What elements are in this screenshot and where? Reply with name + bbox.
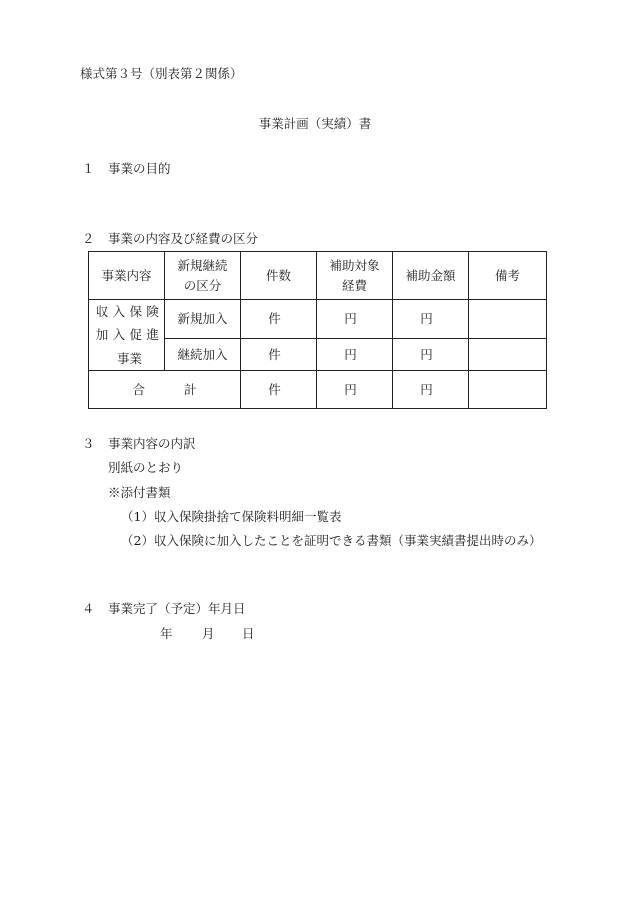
attachments-label: ※添付書類 (108, 485, 171, 500)
row-type-renewal: 継続加入 (165, 339, 241, 371)
total-label: 合計 (132, 381, 197, 397)
section-3-heading (82, 438, 196, 451)
header-grant-amount: 補助金額 (393, 252, 469, 300)
remarks-cell (469, 300, 547, 339)
table-total-row (89, 371, 547, 409)
section-3-number: ３ (82, 436, 95, 451)
count-cell: 件 (241, 300, 317, 339)
total-label-cell (89, 371, 241, 409)
see-attachment-text: 別紙のとおり (108, 460, 184, 475)
table-row (89, 300, 547, 339)
total-cost-cell: 円 (317, 371, 393, 409)
completion-date (160, 628, 255, 641)
section-4-title: 事業完了（予定）年月日 (108, 601, 246, 616)
section-3-title: 事業内容の内訳 (108, 436, 196, 451)
table-header-row (89, 252, 547, 300)
month-label: 月 (202, 626, 215, 641)
section-4-number: ４ (82, 601, 95, 616)
total-count-cell: 件 (241, 371, 317, 409)
attachment-item-1: （1）収入保険掛捨て保険料明細一覧表 (121, 509, 342, 524)
header-eligible-cost: 補助対象 経費 (317, 252, 393, 300)
section-4-heading (82, 603, 246, 616)
attachment-item-2: （2）収入保険に加入したことを証明できる書類（事業実績書提出時のみ） (121, 533, 542, 548)
header-count: 件数 (241, 252, 317, 300)
grant-cell: 円 (393, 339, 469, 371)
section-1-heading (82, 163, 171, 176)
section-2-number: ２ (82, 231, 95, 246)
category-cell: 収入保険 加入促進 事業 (89, 300, 165, 371)
day-label: 日 (242, 626, 255, 641)
section-1-number: １ (82, 161, 95, 176)
header-remarks: 備考 (469, 252, 547, 300)
form-number: 様式第３号（別表第２関係） (80, 66, 243, 81)
header-new-renewal: 新規継続 の区分 (165, 252, 241, 300)
section-2-heading (82, 233, 258, 246)
grant-cell: 円 (393, 300, 469, 339)
count-cell: 件 (241, 339, 317, 371)
cost-cell: 円 (317, 339, 393, 371)
document-title: 事業計画（実績）書 (258, 116, 372, 131)
cost-cell: 円 (317, 300, 393, 339)
expense-table (88, 251, 547, 409)
year-label: 年 (160, 626, 173, 641)
section-2-title: 事業の内容及び経費の区分 (108, 231, 259, 246)
row-type-new: 新規加入 (165, 300, 241, 339)
section-1-title: 事業の目的 (108, 161, 171, 176)
total-remarks-cell (469, 371, 547, 409)
remarks-cell (469, 339, 547, 371)
total-grant-cell: 円 (393, 371, 469, 409)
header-business-content: 事業内容 (89, 252, 165, 300)
